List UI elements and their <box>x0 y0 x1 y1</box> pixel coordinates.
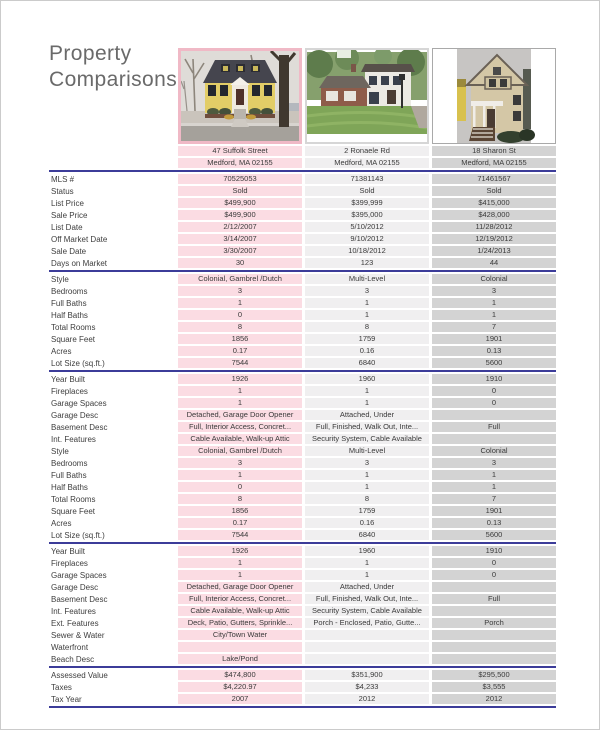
cell: 1/24/2013 <box>432 246 556 256</box>
cell: Cable Available, Walk-up Attic <box>178 434 302 444</box>
cell: 0 <box>432 386 556 396</box>
table-row <box>49 234 556 244</box>
property-photos-row <box>178 48 556 144</box>
cell <box>432 582 556 592</box>
cell: 0 <box>432 558 556 568</box>
row-label: Assessed Value <box>51 670 108 680</box>
table-row <box>49 410 556 420</box>
cell: 3 <box>305 286 429 296</box>
cell: $474,800 <box>178 670 302 680</box>
table-row <box>49 310 556 320</box>
table-row <box>49 258 556 272</box>
row-label: Full Baths <box>51 298 87 308</box>
row-label: Days on Market <box>51 258 108 268</box>
cell: Porch <box>432 618 556 628</box>
cell: 44 <box>432 258 556 268</box>
table-row <box>49 682 556 692</box>
cell <box>432 630 556 640</box>
row-label: Tax Year <box>51 694 82 704</box>
table-row <box>49 530 556 544</box>
property-photo-1-yellow-colonial <box>178 48 302 144</box>
cell: 3 <box>432 458 556 468</box>
cell: 1 <box>432 482 556 492</box>
cell: 7544 <box>178 530 302 540</box>
row-label: Year Built <box>51 546 85 556</box>
cell: 5/10/2012 <box>305 222 429 232</box>
cell: 1 <box>432 298 556 308</box>
table-row <box>49 506 556 516</box>
table-row <box>49 606 556 616</box>
cell: 9/10/2012 <box>305 234 429 244</box>
cell <box>432 642 556 652</box>
cell: $428,000 <box>432 210 556 220</box>
table-row <box>49 198 556 208</box>
row-label: Total Rooms <box>51 322 96 332</box>
cell: 0 <box>178 482 302 492</box>
row-label: Garage Spaces <box>51 398 107 408</box>
property-1-city: Medford, MA 02155 <box>178 158 302 168</box>
table-row <box>49 618 556 628</box>
page-title-line-2: Comparisons <box>49 68 178 91</box>
cell: 0.16 <box>305 346 429 356</box>
row-label: Style <box>51 274 69 284</box>
table-row <box>49 470 556 480</box>
cell: 71381143 <box>305 174 429 184</box>
cell: 6840 <box>305 530 429 540</box>
cell: $415,000 <box>432 198 556 208</box>
table-row <box>49 422 556 432</box>
property-address-row <box>178 146 556 156</box>
cell: 70525053 <box>178 174 302 184</box>
cell: 3/14/2007 <box>178 234 302 244</box>
cell: Sold <box>305 186 429 196</box>
table-row <box>49 558 556 568</box>
cell: 1926 <box>178 546 302 556</box>
table-row <box>49 274 556 284</box>
row-label: Int. Features <box>51 606 96 616</box>
cell: Deck, Patio, Gutters, Sprinkle... <box>178 618 302 628</box>
table-row <box>49 346 556 356</box>
cell <box>305 642 429 652</box>
row-label: Year Built <box>51 374 85 384</box>
row-label: Square Feet <box>51 334 96 344</box>
cell: 5600 <box>432 358 556 368</box>
cell: Attached, Under <box>305 410 429 420</box>
cell <box>432 410 556 420</box>
cell: 1910 <box>432 546 556 556</box>
cell: $295,500 <box>432 670 556 680</box>
cell: Full, Interior Access, Concret... <box>178 594 302 604</box>
cell: 0 <box>432 570 556 580</box>
cell: 0 <box>432 398 556 408</box>
row-label: Ext. Features <box>51 618 99 628</box>
cell: 2/12/2007 <box>178 222 302 232</box>
cell: 1 <box>305 570 429 580</box>
cell: Colonial, Gambrel /Dutch <box>178 446 302 456</box>
cell: Full, Finished, Walk Out, Inte... <box>305 594 429 604</box>
cell: 6840 <box>305 358 429 368</box>
cell: 2007 <box>178 694 302 704</box>
cell: Colonial, Gambrel /Dutch <box>178 274 302 284</box>
row-label: Basement Desc <box>51 422 108 432</box>
cell: 1960 <box>305 374 429 384</box>
cell: 0.13 <box>432 346 556 356</box>
cell: 8 <box>305 494 429 504</box>
row-label: Taxes <box>51 682 72 692</box>
table-row <box>49 286 556 296</box>
cell: 1 <box>178 558 302 568</box>
cell: 1 <box>305 558 429 568</box>
row-label: Bedrooms <box>51 458 88 468</box>
property-1-address: 47 Suffolk Street <box>178 146 302 156</box>
cell: 1 <box>305 398 429 408</box>
row-label: Half Baths <box>51 310 88 320</box>
cell: Security System, Cable Available <box>305 606 429 616</box>
table-row <box>49 546 556 556</box>
table-row <box>49 186 556 196</box>
cell: 1 <box>305 386 429 396</box>
cell <box>305 654 429 664</box>
row-label: Half Baths <box>51 482 88 492</box>
cell: 1759 <box>305 506 429 516</box>
table-row <box>49 386 556 396</box>
cell: 1 <box>305 482 429 492</box>
cell: 8 <box>178 322 302 332</box>
row-label: Int. Features <box>51 434 96 444</box>
row-label: Fireplaces <box>51 386 88 396</box>
house-photo-illustration <box>307 50 427 142</box>
cell: Full <box>432 422 556 432</box>
cell <box>178 642 302 652</box>
property-photo-3-tan-gable <box>432 48 556 144</box>
row-label: Lot Size (sq.ft.) <box>51 358 105 368</box>
cell: 3/30/2007 <box>178 246 302 256</box>
row-label: Lot Size (sq.ft.) <box>51 530 105 540</box>
table-row <box>49 334 556 344</box>
cell: 0.17 <box>178 518 302 528</box>
cell: Lake/Pond <box>178 654 302 664</box>
cell: 8 <box>305 322 429 332</box>
table-row <box>49 398 556 408</box>
cell: 3 <box>178 286 302 296</box>
row-label: Waterfront <box>51 642 89 652</box>
table-row <box>49 434 556 444</box>
property-2-address: 2 Ronaele Rd <box>305 146 429 156</box>
cell: 2012 <box>432 694 556 704</box>
table-row <box>49 246 556 256</box>
table-row <box>49 222 556 232</box>
cell: 7 <box>432 494 556 504</box>
table-row <box>49 482 556 492</box>
cell: 71461567 <box>432 174 556 184</box>
table-row <box>49 518 556 528</box>
row-label: Full Baths <box>51 470 87 480</box>
cell: 1901 <box>432 506 556 516</box>
cell: 1901 <box>432 334 556 344</box>
table-row <box>49 446 556 456</box>
cell: Cable Available, Walk-up Attic <box>178 606 302 616</box>
page-title-line-1: Property <box>49 42 132 65</box>
cell: Multi-Level <box>305 274 429 284</box>
row-label: Garage Desc <box>51 582 99 592</box>
cell: $351,900 <box>305 670 429 680</box>
row-label: List Date <box>51 222 83 232</box>
comparison-table-body <box>49 170 556 708</box>
cell: 1856 <box>178 334 302 344</box>
cell: City/Town Water <box>178 630 302 640</box>
cell: 11/28/2012 <box>432 222 556 232</box>
cell: $395,000 <box>305 210 429 220</box>
cell: 1 <box>305 310 429 320</box>
cell: 3 <box>305 458 429 468</box>
cell: 1 <box>178 398 302 408</box>
property-3-city: Medford, MA 02155 <box>432 158 556 168</box>
cell: 1926 <box>178 374 302 384</box>
cell: 1 <box>178 386 302 396</box>
cell: $4,220.97 <box>178 682 302 692</box>
cell: $3,555 <box>432 682 556 692</box>
row-label: Fireplaces <box>51 558 88 568</box>
cell: Security System, Cable Available <box>305 434 429 444</box>
row-label: Garage Spaces <box>51 570 107 580</box>
cell: Porch - Enclosed, Patio, Gutte... <box>305 618 429 628</box>
row-label: Style <box>51 446 69 456</box>
row-label: Sewer & Water <box>51 630 105 640</box>
cell: 1856 <box>178 506 302 516</box>
cell: $399,999 <box>305 198 429 208</box>
cell: Full <box>432 594 556 604</box>
cell: 7 <box>432 322 556 332</box>
table-row <box>49 298 556 308</box>
cell: 1 <box>305 298 429 308</box>
cell: Detached, Garage Door Opener <box>178 582 302 592</box>
table-row <box>49 210 556 220</box>
cell: 30 <box>178 258 302 268</box>
row-label: Acres <box>51 518 72 528</box>
row-label: Sale Price <box>51 210 88 220</box>
row-label: Square Feet <box>51 506 96 516</box>
cell: 1 <box>178 570 302 580</box>
table-row <box>49 654 556 668</box>
comparison-layout <box>49 48 556 708</box>
cell: Colonial <box>432 446 556 456</box>
table-row <box>49 582 556 592</box>
cell: Attached, Under <box>305 582 429 592</box>
cell: 1 <box>178 298 302 308</box>
cell: 1910 <box>432 374 556 384</box>
table-row <box>49 358 556 372</box>
cell: Sold <box>432 186 556 196</box>
table-row <box>49 458 556 468</box>
cell: 3 <box>432 286 556 296</box>
cell: 10/18/2012 <box>305 246 429 256</box>
cell: 1960 <box>305 546 429 556</box>
cell: $499,900 <box>178 210 302 220</box>
cell: 0.13 <box>432 518 556 528</box>
row-label: Total Rooms <box>51 494 96 504</box>
cell: Sold <box>178 186 302 196</box>
row-label: MLS # <box>51 174 75 184</box>
cell: 0.16 <box>305 518 429 528</box>
table-row <box>49 570 556 580</box>
cell: 1 <box>178 470 302 480</box>
table-row <box>49 374 556 384</box>
row-label: Garage Desc <box>51 410 99 420</box>
property-3-address: 18 Sharon St <box>432 146 556 156</box>
row-label: Bedrooms <box>51 286 88 296</box>
cell: $499,900 <box>178 198 302 208</box>
table-row <box>49 694 556 704</box>
row-label: Off Market Date <box>51 234 108 244</box>
property-2-city: Medford, MA 02155 <box>305 158 429 168</box>
row-label: Acres <box>51 346 72 356</box>
cell: 1 <box>432 310 556 320</box>
table-row <box>49 174 556 184</box>
cell <box>432 606 556 616</box>
cell: 2012 <box>305 694 429 704</box>
cell: 8 <box>178 494 302 504</box>
cell: Full, Interior Access, Concret... <box>178 422 302 432</box>
table-row <box>49 494 556 504</box>
table-row <box>49 322 556 332</box>
cell <box>432 654 556 664</box>
cell: Full, Finished, Walk Out, Inte... <box>305 422 429 432</box>
cell: 1759 <box>305 334 429 344</box>
cell: Detached, Garage Door Opener <box>178 410 302 420</box>
cell: $4,233 <box>305 682 429 692</box>
property-city-row <box>178 158 556 168</box>
row-label: Sale Date <box>51 246 87 256</box>
cell: Multi-Level <box>305 446 429 456</box>
cell: 1 <box>305 470 429 480</box>
cell <box>432 434 556 444</box>
table-row <box>49 594 556 604</box>
cell: Colonial <box>432 274 556 284</box>
table-row <box>49 630 556 640</box>
cell: 0.17 <box>178 346 302 356</box>
row-label: Status <box>51 186 74 196</box>
cell: 7544 <box>178 358 302 368</box>
row-label: Beach Desc <box>51 654 95 664</box>
cell: 3 <box>178 458 302 468</box>
table-row <box>49 642 556 652</box>
cell: 1 <box>432 470 556 480</box>
table-row <box>49 670 556 680</box>
house-photo-illustration <box>181 51 299 141</box>
property-photo-2-split-level <box>305 48 429 144</box>
cell: 12/19/2012 <box>432 234 556 244</box>
cell <box>305 630 429 640</box>
row-label: List Price <box>51 198 84 208</box>
cell: 123 <box>305 258 429 268</box>
cell: 0 <box>178 310 302 320</box>
cell: 5600 <box>432 530 556 540</box>
house-photo-illustration <box>433 49 555 143</box>
row-label: Basement Desc <box>51 594 108 604</box>
